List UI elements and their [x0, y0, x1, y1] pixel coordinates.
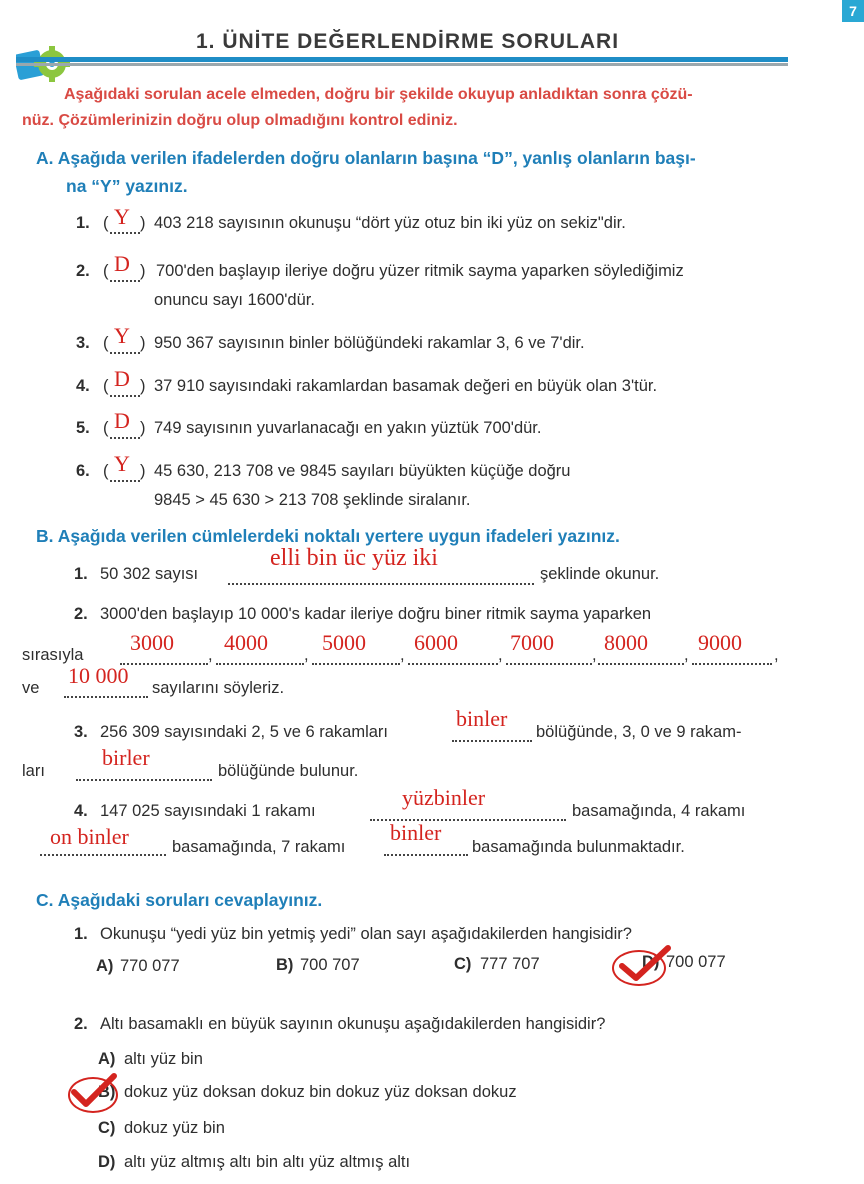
section-a-heading: A. Aşağıda verilen ifadelerden doğru olanların başına “D”, yanlış olanların başı- [36, 148, 696, 168]
b3-post: bölüğünde bulunur. [218, 762, 359, 780]
item-text: 45 630, 213 708 ve 9845 sayıları büyükten küçüğe doğru [154, 462, 571, 480]
paren-close: ) [140, 462, 146, 480]
b1-post: şeklinde okunur. [540, 565, 660, 583]
option-letter: C) [98, 1119, 116, 1137]
paren-open: ( [103, 214, 109, 232]
b1-answer: elli bin üc yüz iki [270, 545, 438, 571]
handwritten-answer: D [114, 251, 130, 276]
item-number: 6. [76, 462, 90, 480]
comma: , [592, 646, 597, 664]
b4-blank-2 [40, 854, 166, 856]
item-number: 5. [76, 419, 90, 437]
c1-text: Okunuşu “yedi yüz bin yetmiş yedi” olan sayı aşağıdakilerden hangisidir? [100, 925, 632, 943]
answer-blank [110, 437, 140, 439]
intro-line-1: Aşağıdaki sorulan acele elmeden, doğru bir şekilde okuyup anladıktan sonra çözü- [64, 86, 693, 103]
item-text: 700'den başlayıp ileriye doğru yüzer ritmik sayma yaparken söylediğimiz [156, 262, 684, 280]
c2-number: 2. [74, 1015, 88, 1033]
section-a-heading-cont: na “Y” yazınız. [66, 176, 188, 196]
blank [506, 663, 592, 665]
answer: 3000 [130, 630, 174, 655]
option-text: dokuz yüz doksan dokuz bin dokuz yüz doksan dokuz [124, 1083, 517, 1101]
b4-pre: 147 025 sayısındaki 1 rakamı [100, 802, 316, 820]
b1-blank [228, 583, 534, 585]
blank [312, 663, 400, 665]
intro-line-2: nüz. Çözümlerinizin doğru olup olmadığını kontrol ediniz. [22, 112, 458, 129]
answer-blank [110, 395, 140, 397]
section-c-heading: C. Aşağıdaki soruları cevaplayınız. [36, 890, 323, 910]
page-title: 1. ÜNİTE DEĞERLENDİRME SORULARI [196, 30, 620, 53]
paren-open: ( [103, 377, 109, 395]
b3-answer-1: binler [456, 706, 508, 731]
item-text-cont: onuncu sayı 1600'dür. [154, 291, 315, 309]
item-text: 403 218 sayısının okunuşu “dört yüz otuz bin iki yüz on sekiz"dir. [154, 214, 626, 232]
paren-open: ( [103, 262, 109, 280]
paren-open: ( [103, 462, 109, 480]
b2-ve: ve [22, 679, 40, 697]
check-mark-icon [618, 944, 674, 984]
item-text: 950 367 sayısının binler bölüğündeki rakamlar 3, 6 ve 7'dir. [154, 334, 585, 352]
page-number: 7 [842, 0, 864, 22]
comma: , [400, 646, 405, 664]
b2-last-answer: 10 000 [68, 663, 129, 688]
b3-answer-2: birler [102, 745, 150, 770]
item-text: 37 910 sayısındaki rakamlardan basamak değeri en büyük olan 3'tür. [154, 377, 658, 395]
option-text: 700 077 [666, 953, 726, 971]
answer: 9000 [698, 630, 742, 655]
b2-post: sayılarını söyleriz. [152, 679, 285, 697]
answer-blank [110, 280, 140, 282]
b2-number: 2. [74, 605, 88, 623]
title-rule [16, 57, 788, 62]
handwritten-answer: D [114, 408, 130, 433]
handwritten-answer: D [114, 366, 130, 391]
handwritten-answer: Y [114, 451, 130, 476]
b4-mid2: basamağında, 7 rakamı [172, 838, 346, 856]
answer: 7000 [510, 630, 554, 655]
option-text: dokuz yüz bin [124, 1119, 225, 1137]
b4-mid: basamağında, 4 rakamı [572, 802, 746, 820]
answer: 5000 [322, 630, 366, 655]
comma: , [774, 646, 779, 664]
comma: , [498, 646, 503, 664]
option-letter: A) [98, 1050, 116, 1068]
item-number: 3. [76, 334, 90, 352]
comma: , [304, 646, 309, 664]
item-number: 4. [76, 377, 90, 395]
answer-blank [110, 232, 140, 234]
b4-blank-3 [384, 854, 468, 856]
b4-answer-2: on binler [50, 824, 129, 849]
b3-pre2: ları [22, 762, 45, 780]
paren-close: ) [140, 262, 146, 280]
blank [216, 663, 304, 665]
b1-pre: 50 302 sayısı [100, 565, 199, 583]
paren-close: ) [140, 214, 146, 232]
answer-blank [110, 352, 140, 354]
b4-post: basamağında bulunmaktadır. [472, 838, 685, 856]
answer-blank [110, 480, 140, 482]
option-letter: D) [98, 1153, 116, 1171]
b3-pre: 256 309 sayısındaki 2, 5 ve 6 rakamları [100, 723, 388, 741]
c1-number: 1. [74, 925, 88, 943]
b2-line1: 3000'den başlayıp 10 000's kadar ileriye doğru biner ritmik sayma yaparken [100, 605, 652, 623]
item-text-cont: 9845 > 45 630 > 213 708 şeklinde siralanır. [154, 491, 471, 509]
item-text: 749 sayısının yuvarlanacağı en yakın yüztük 700'dür. [154, 419, 542, 437]
option-text: 700 707 [300, 956, 360, 974]
answer: 4000 [224, 630, 268, 655]
paren-open: ( [103, 419, 109, 437]
option-letter: D) [642, 953, 660, 971]
paren-close: ) [140, 377, 146, 395]
option-text: 777 707 [480, 955, 540, 973]
paren-open: ( [103, 334, 109, 352]
blank [692, 663, 772, 665]
b2-last-blank [64, 696, 148, 698]
option-letter: B) [276, 956, 294, 974]
option-letter: B) [98, 1083, 116, 1101]
check-mark-icon [70, 1070, 120, 1110]
b2-pre: sırasıyla [22, 646, 84, 664]
option-text: 770 077 [120, 957, 180, 975]
title-rule-shadow [16, 63, 788, 66]
option-text: altı yüz altmış altı bin altı yüz altmış altı [124, 1153, 411, 1171]
blank [120, 663, 208, 665]
option-letter: C) [454, 955, 472, 973]
item-number: 1. [76, 214, 90, 232]
comma: , [684, 646, 689, 664]
paren-close: ) [140, 419, 146, 437]
b1-number: 1. [74, 565, 88, 583]
option-letter: A) [96, 957, 114, 975]
item-number: 2. [76, 262, 90, 280]
handwritten-answer: Y [114, 323, 130, 348]
comma: , [208, 646, 213, 664]
b3-blank-2 [76, 779, 212, 781]
section-b-heading: B. Aşağıda verilen cümlelerdeki noktalı yertere uygun ifadeleri yazınız. [36, 526, 620, 546]
paren-close: ) [140, 334, 146, 352]
b4-answer-1: yüzbinler [402, 785, 486, 810]
b3-blank-1 [452, 740, 532, 742]
answer: 6000 [414, 630, 458, 655]
answer: 8000 [604, 630, 648, 655]
handwritten-answer: Y [114, 204, 130, 229]
b4-number: 4. [74, 802, 88, 820]
blank [408, 663, 498, 665]
blank [598, 663, 684, 665]
b3-mid: bölüğünde, 3, 0 ve 9 rakam- [536, 723, 742, 741]
option-text: altı yüz bin [124, 1050, 203, 1068]
b4-answer-3: binler [390, 820, 442, 845]
b3-number: 3. [74, 723, 88, 741]
c2-text: Altı basamaklı en büyük sayının okunuşu aşağıdakilerden hangisidir? [100, 1015, 606, 1033]
